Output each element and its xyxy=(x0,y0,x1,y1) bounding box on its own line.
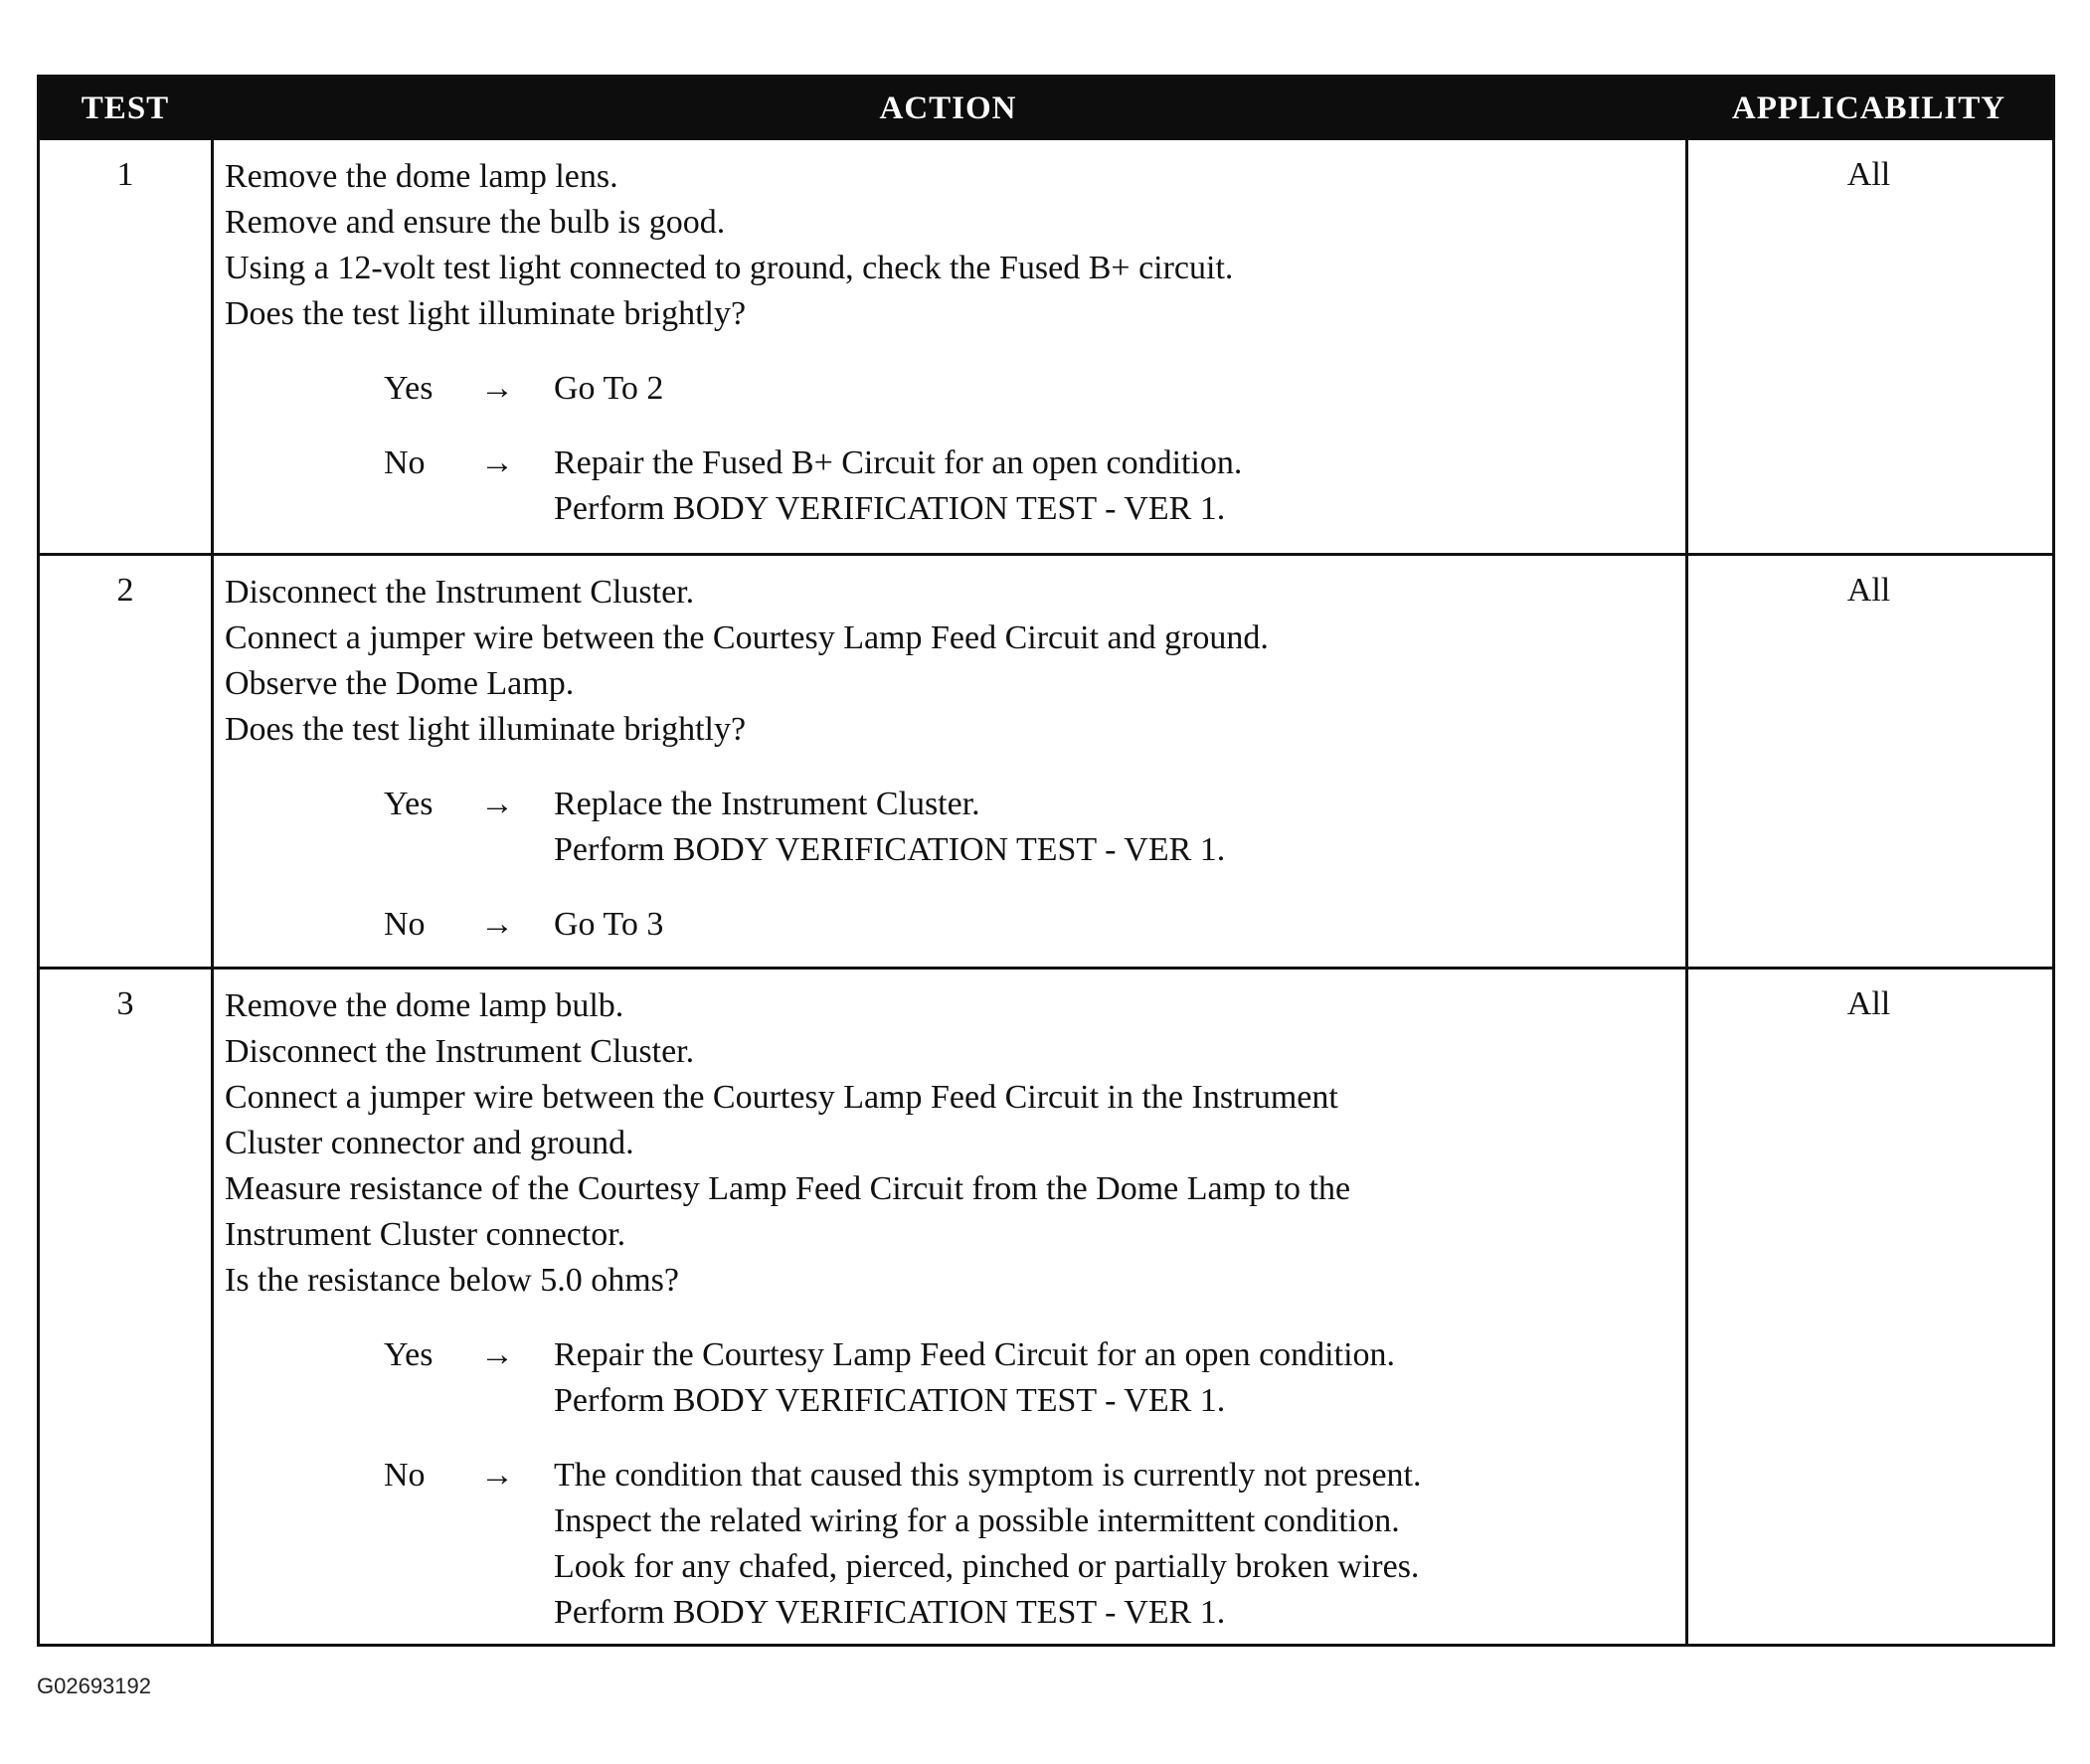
yes-branch xyxy=(225,782,1676,873)
arrow-icon: → xyxy=(480,786,514,822)
no-branch xyxy=(225,441,1676,532)
action-step: Disconnect the Instrument Cluster. xyxy=(225,1033,695,1070)
action-step: Remove and ensure the bulb is good. xyxy=(225,204,726,241)
yes-label: Yes xyxy=(384,370,434,407)
header-applicability: APPLICABILITY xyxy=(1731,90,2006,126)
branch-line: Perform BODY VERIFICATION TEST - VER 1. xyxy=(554,490,1226,527)
table-header xyxy=(40,78,2052,140)
arrow-icon: → xyxy=(480,1336,514,1373)
no-label: No xyxy=(384,444,426,481)
yes-label: Yes xyxy=(384,1336,434,1373)
arrow-icon: → xyxy=(480,444,514,481)
branch-line: Go To 2 xyxy=(554,370,664,407)
action-cell xyxy=(225,983,1676,1636)
arrow-icon: → xyxy=(480,370,514,407)
applicability-cell: All xyxy=(1846,985,1891,1022)
test-number: 2 xyxy=(116,572,134,609)
applicability-cell: All xyxy=(1846,156,1891,193)
action-step: Measure resistance of the Courtesy Lamp Feed Circuit from the Dome Lamp to the xyxy=(225,1170,1351,1207)
action-step: Remove the dome lamp lens. xyxy=(225,158,618,195)
action-step: Does the test light illuminate brightly? xyxy=(225,295,747,332)
arrow-icon: → xyxy=(480,1457,514,1494)
action-step: Remove the dome lamp bulb. xyxy=(225,987,624,1024)
action-step: Connect a jumper wire between the Courtesy Lamp Feed Circuit in the Instrument xyxy=(225,1079,1338,1116)
test-number: 3 xyxy=(116,985,134,1022)
action-step: Connect a jumper wire between the Courtesy Lamp Feed Circuit and ground. xyxy=(225,619,1269,656)
branch-line: Look for any chafed, pierced, pinched or partially broken wires. xyxy=(554,1548,1420,1585)
branch-line: Replace the Instrument Cluster. xyxy=(554,786,980,822)
no-label: No xyxy=(384,1457,426,1494)
table-row xyxy=(40,140,2052,553)
action-step: Using a 12-volt test light connected to ground, check the Fused B+ circuit. xyxy=(225,250,1234,286)
action-step: Instrument Cluster connector. xyxy=(225,1216,626,1253)
table-row xyxy=(40,556,2052,967)
branch-line: Perform BODY VERIFICATION TEST - VER 1. xyxy=(554,1594,1226,1631)
branch-line: The condition that caused this symptom is currently not present. xyxy=(554,1457,1422,1494)
action-step: Cluster connector and ground. xyxy=(225,1125,634,1161)
branch-line: Inspect the related wiring for a possible intermittent condition. xyxy=(554,1502,1400,1539)
no-branch xyxy=(225,1453,1676,1636)
action-step: Disconnect the Instrument Cluster. xyxy=(225,574,695,611)
action-step: Is the resistance below 5.0 ohms? xyxy=(225,1262,679,1299)
test-number: 1 xyxy=(116,156,134,193)
branch-line: Go To 3 xyxy=(554,906,664,943)
branch-line: Perform BODY VERIFICATION TEST - VER 1. xyxy=(554,1382,1226,1419)
header-test: TEST xyxy=(81,90,170,126)
figure-id: G02693192 xyxy=(37,1674,151,1698)
yes-branch xyxy=(225,1332,1676,1424)
yes-label: Yes xyxy=(384,786,434,822)
branch-line: Perform BODY VERIFICATION TEST - VER 1. xyxy=(554,831,1226,868)
branch-line: Repair the Courtesy Lamp Feed Circuit for an open condition. xyxy=(554,1336,1396,1373)
branch-line: Repair the Fused B+ Circuit for an open condition. xyxy=(554,444,1243,481)
diagnostic-table xyxy=(37,75,2055,1647)
arrow-icon: → xyxy=(480,906,514,943)
no-branch xyxy=(225,902,1676,948)
header-action: ACTION xyxy=(879,90,1017,126)
action-cell xyxy=(225,570,1676,948)
action-step: Observe the Dome Lamp. xyxy=(225,665,575,702)
action-step: Does the test light illuminate brightly? xyxy=(225,711,747,748)
applicability-cell: All xyxy=(1846,572,1891,609)
table-row xyxy=(40,970,2052,1644)
no-label: No xyxy=(384,906,426,943)
action-cell xyxy=(225,154,1676,532)
yes-branch xyxy=(225,366,1676,412)
